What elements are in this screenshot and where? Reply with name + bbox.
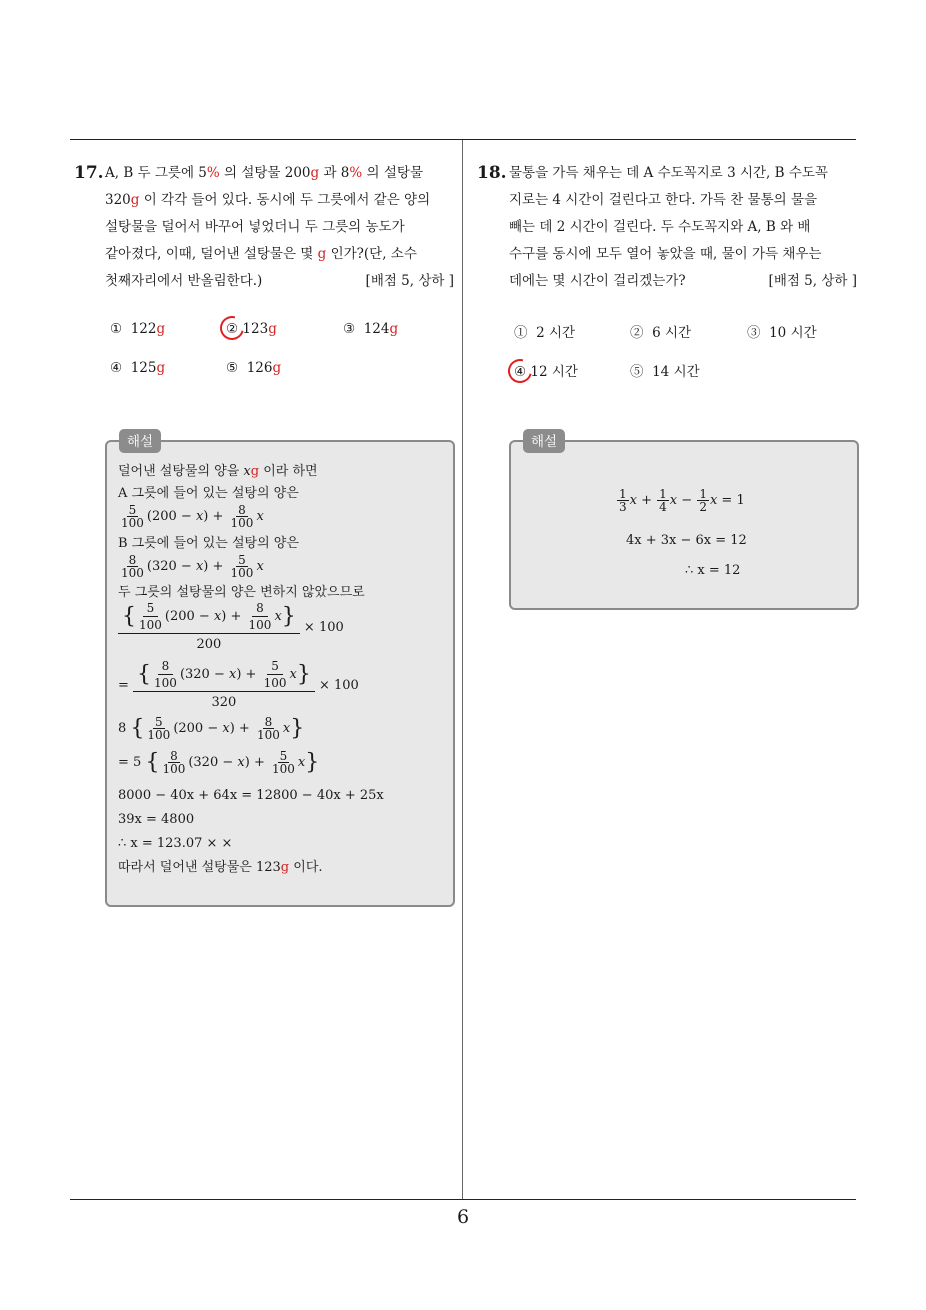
- score-meta: [배점 5, 상하 ]: [365, 273, 454, 289]
- solution-line: A 그릇에 들어 있는 설탕의 양은: [118, 486, 299, 501]
- solution-math: = { $\frac{8}{100}$ (320 − x) + $\frac{5}{100}$ x} 320 × 100: [118, 659, 359, 710]
- choice-2[interactable]: ② 6 시간: [630, 325, 692, 341]
- choice-3[interactable]: ③ 124g: [343, 321, 399, 337]
- question-line: A, B 두 그릇에 5% 의 설탕물 200g 과 8% 의 설탕물: [105, 165, 423, 181]
- solution-math: $\frac{8}{100}$ (320 − x) + $\frac{5}{100}$ x: [121, 553, 264, 580]
- question-line: 물통을 가득 채우는 데 A 수도꼭지로 3 시간, B 수도꼭: [509, 165, 828, 181]
- solution-math: 8 { $\frac{5}{100}$ (200 − x) + $\frac{8}{100}$ x}: [118, 715, 305, 742]
- choice-2[interactable]: ② 123g: [226, 321, 277, 337]
- solution-line: 두 그릇의 설탕물의 양은 변하지 않았으므로: [118, 585, 365, 600]
- question-line: 지로는 4 시간이 걸린다고 한다. 가득 찬 물통의 물을: [509, 192, 818, 208]
- solution-math: = 5 { $\frac{8}{100}$ (320 − x) + $\frac{5}{100}$ x}: [118, 749, 320, 776]
- solution-math: { $\frac{5}{100}$ (200 − x) + $\frac{8}{100}$ x} 200 × 100: [118, 602, 448, 660]
- solution-line: 8000 − 40x + 64x = 12800 − 40x + 25x: [118, 788, 384, 803]
- solution-math: $\frac{1}{3}$ x + $\frac{1}{4}$ x − $\frac{1}{2}$ x = 1: [619, 487, 745, 514]
- solution-math: $\frac{5}{100}$ (200 − x) + $\frac{8}{100}$ x: [121, 503, 264, 530]
- solution-line: B 그릇에 들어 있는 설탕의 양은: [118, 536, 299, 551]
- question-number: 18.: [477, 163, 507, 183]
- bottom-rule: [70, 1199, 856, 1200]
- answer-mark: ②: [226, 321, 238, 337]
- score-meta: [배점 5, 상하 ]: [768, 273, 857, 289]
- solution-line: 덜어낸 설탕물의 양을 xg 이라 하면: [118, 464, 318, 479]
- question-line: 수구를 동시에 모두 열어 놓았을 때, 물이 가득 채우는: [509, 246, 822, 262]
- question-line: 설탕물을 덜어서 바꾸어 넣었더니 두 그릇의 농도가: [105, 219, 405, 235]
- choice-5[interactable]: ⑤ 14 시간: [630, 364, 700, 380]
- choice-4[interactable]: ④ 125g: [110, 360, 166, 376]
- solution-line: 39x = 4800: [118, 812, 195, 827]
- solution-label: 해설: [119, 429, 161, 453]
- solution-line: ∴ x = 12: [685, 563, 741, 578]
- choice-4[interactable]: ④ 12 시간: [514, 360, 578, 380]
- page-number: 6: [456, 1206, 470, 1228]
- question-line: 320g 이 각각 들어 있다. 동시에 두 그릇에서 같은 양의: [105, 192, 431, 208]
- solution-label: 해설: [523, 429, 565, 453]
- solution-content: [118, 460, 448, 880]
- column-divider: [462, 140, 463, 1200]
- choice-1[interactable]: ① 122g: [110, 321, 166, 337]
- solution-content: [509, 488, 855, 586]
- top-rule: [70, 139, 856, 140]
- question-text: [105, 160, 454, 295]
- choice-3[interactable]: ③ 10 시간: [747, 325, 817, 341]
- question-text: [509, 160, 857, 295]
- answer-mark: ④: [514, 364, 526, 380]
- question-line: 데에는 몇 시간이 걸리겠는가? [배점 5, 상하 ]: [509, 268, 857, 295]
- solution-line: 따라서 덜어낸 설탕물은 123g 이다.: [118, 860, 323, 875]
- question-line: 빼는 데 2 시간이 걸린다. 두 수도꼭지와 A, B 와 배: [509, 219, 811, 235]
- question-number: 17.: [74, 163, 104, 183]
- solution-line: 4x + 3x − 6x = 12: [626, 533, 747, 548]
- choice-5[interactable]: ⑤ 126g: [226, 360, 282, 376]
- question-line: 첫째자리에서 반올림한다.) [배점 5, 상하 ]: [105, 268, 454, 295]
- question-line: 같아졌다, 이때, 덜어낸 설탕물은 몇 g 인가?(단, 소수: [105, 246, 417, 262]
- solution-line: ∴ x = 123.07 × ×: [118, 836, 233, 851]
- choice-1[interactable]: ① 2 시간: [514, 325, 576, 341]
